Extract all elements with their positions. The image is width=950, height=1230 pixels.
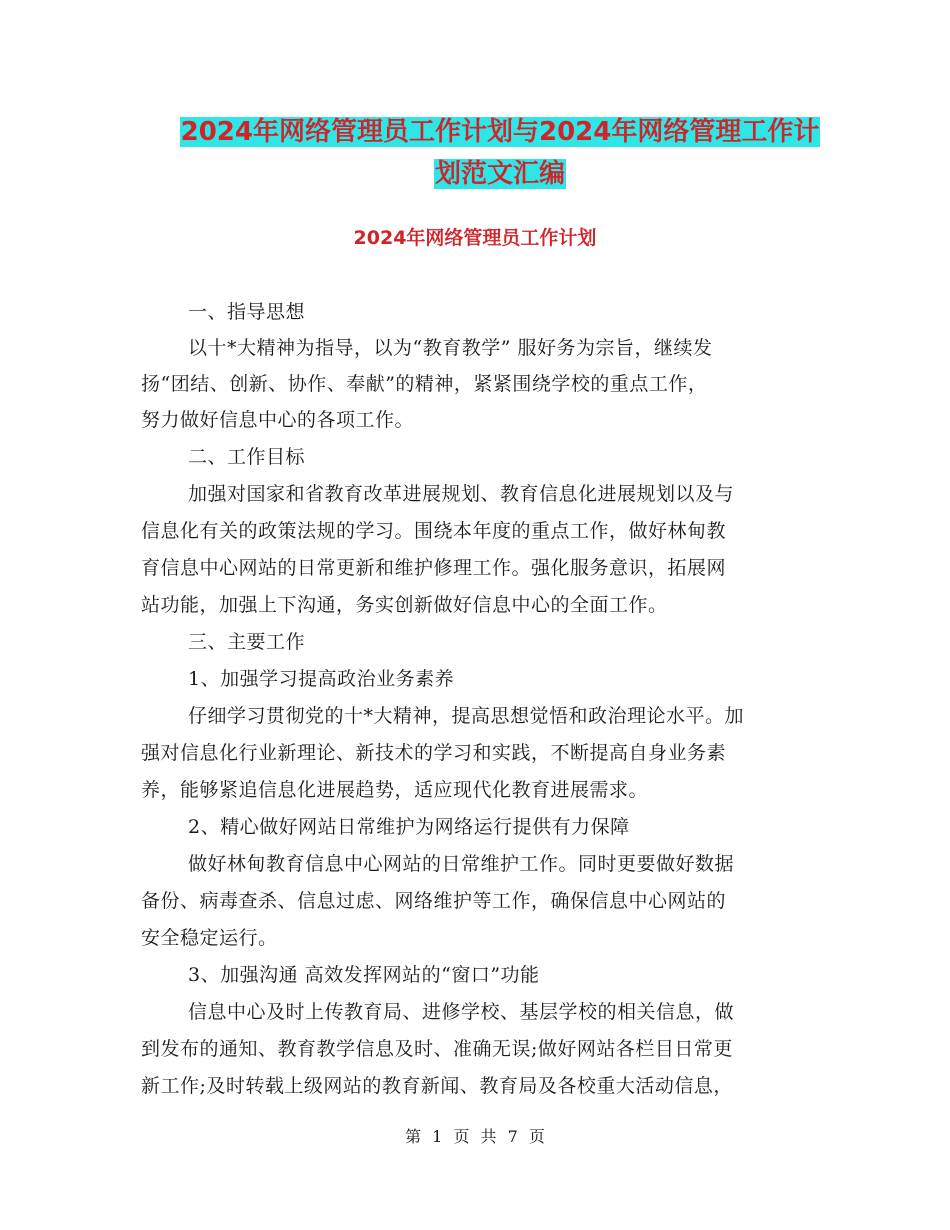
paragraph-line: 新工作;及时转载上级网站的教育新闻、教育局及各校重大活动信息， <box>141 1075 733 1097</box>
paragraph-line: 努力做好信息中心的各项工作。 <box>141 409 415 431</box>
heading-work-goals: 二、工作目标 <box>188 446 306 468</box>
paragraph-line: 安全稳定运行。 <box>141 927 278 949</box>
paragraph-line: 信息中心及时上传教育局、进修学校、基层学校的相关信息，做 <box>188 1001 735 1023</box>
paragraph-line: 加强对国家和省教育改革进展规划、教育信息化进展规划以及与 <box>188 483 735 505</box>
section-title: 2024年网络管理员工作计划 <box>353 227 597 249</box>
page-number-footer: 第 1 页 共 7 页 <box>405 1127 545 1146</box>
paragraph-line: 仔细学习贯彻党的十*大精神，提高思想觉悟和政治理论水平。加 <box>188 705 745 727</box>
document-title-line-2: 划范文汇编 <box>434 159 565 189</box>
subheading-item-1: 1、加强学习提高政治业务素养 <box>188 668 455 690</box>
paragraph-line: 以十*大精神为指导，以为“教育教学” 服好务为宗旨，继续发 <box>188 337 713 359</box>
subheading-item-2: 2、精心做好网站日常维护为网络运行提供有力保障 <box>188 816 630 838</box>
paragraph-line: 站功能，加强上下沟通，务实创新做好信息中心的全面工作。 <box>141 594 668 616</box>
heading-main-work: 三、主要工作 <box>188 631 306 653</box>
subheading-item-3: 3、加强沟通 高效发挥网站的“窗口”功能 <box>188 964 540 986</box>
paragraph-line: 信息化有关的政策法规的学习。围绕本年度的重点工作，做好林甸教 <box>141 520 727 542</box>
paragraph-line: 育信息中心网站的日常更新和维护修理工作。强化服务意识，拓展网 <box>141 557 727 579</box>
paragraph-line: 扬“团结、创新、协作、奉献”的精神，紧紧围绕学校的重点工作， <box>141 373 708 395</box>
paragraph-line: 养，能够紧追信息化进展趋势，适应现代化教育进展需求。 <box>141 779 649 801</box>
paragraph-line: 强对信息化行业新理论、新技术的学习和实践，不断提高自身业务素 <box>141 742 727 764</box>
paragraph-line: 到发布的通知、教育教学信息及时、准确无误;做好网站各栏目日常更 <box>141 1038 733 1060</box>
heading-guiding-ideology: 一、指导思想 <box>188 301 306 323</box>
paragraph-line: 做好林甸教育信息中心网站的日常维护工作。同时更要做好数据 <box>188 853 735 875</box>
document-title-line-1: 2024年网络管理员工作计划与2024年网络管理工作计 <box>180 117 820 147</box>
paragraph-line: 备份、病毒查杀、信息过虑、网络维护等工作，确保信息中心网站的 <box>141 890 727 912</box>
